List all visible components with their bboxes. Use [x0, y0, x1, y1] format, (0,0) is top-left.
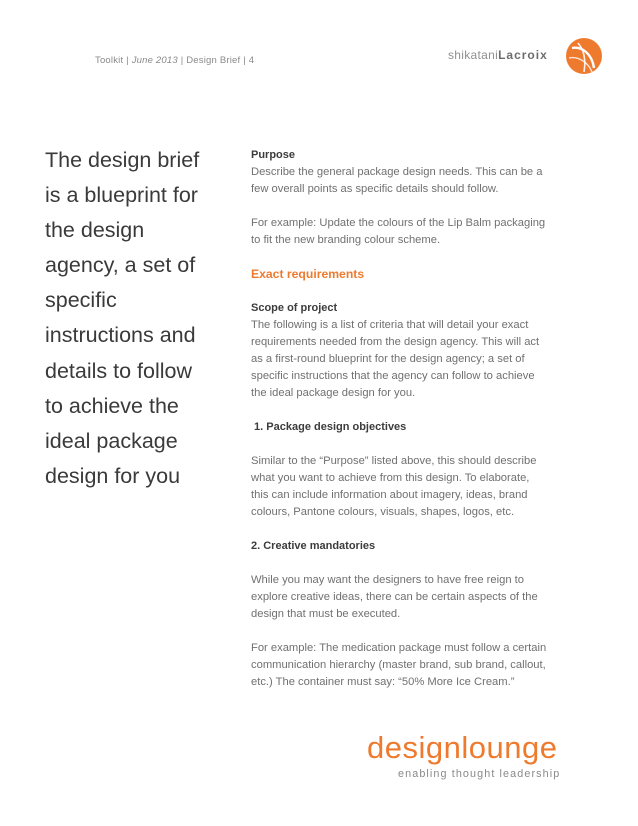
objectives-line: colours, Pantone colours, visuals, shapes, logos, etc. [251, 506, 515, 518]
logo-word-bold: Lacroix [498, 48, 548, 62]
scope-heading: Scope of project [251, 302, 338, 314]
pullquote-line: to achieve the [45, 393, 179, 418]
exact-requirements-heading: Exact requirements [251, 267, 365, 281]
header-toolkit: Toolkit | [95, 55, 132, 66]
scope-line: The following is a list of criteria that will detail your exact [251, 319, 529, 331]
purpose-line: Describe the general package design needs. This can be a [251, 166, 543, 178]
example-line: For example: The medication package must follow a certain [251, 642, 547, 654]
scope-line: requirements needed from the design agency. This will act [251, 336, 540, 348]
page-header [95, 55, 254, 66]
scope-line: as a first-round blueprint for the design agency; a set of [251, 353, 525, 365]
pullquote-line: is a blueprint for [45, 183, 198, 208]
purpose-line: few overall points as specific details should follow. [251, 183, 499, 195]
mandatories-line: explore creative ideas, there can be certain aspects of the [251, 591, 538, 603]
header-date: June 2013 [131, 55, 178, 66]
brand-part-design: design [367, 730, 462, 765]
body-content [251, 147, 601, 691]
company-logo [448, 36, 613, 78]
pullquote-line: the design [45, 218, 145, 243]
objectives-line: what you want to achieve from this design. To elaborate, [251, 472, 530, 484]
objectives-line: Similar to the “Purpose” listed above, this should describe [251, 455, 537, 467]
footer-brand [367, 730, 607, 780]
brand-part-lounge: lounge [461, 730, 558, 765]
orange-circle-leaf-icon [564, 36, 604, 76]
pullquote-line: The design brief [45, 148, 200, 172]
designlounge-logo [367, 730, 607, 766]
pullquote-line: instructions and [45, 323, 196, 348]
header-section: | Design Brief | 4 [177, 55, 255, 66]
pullquote-line: agency, a set of [45, 253, 196, 278]
mandatories-line: design that must be executed. [251, 608, 401, 620]
brand-tagline: enabling thought leadership [398, 768, 561, 780]
mandatories-heading: 2. Creative mandatories [251, 540, 376, 552]
scope-line: specific instructions that the agency can follow to achieve [251, 370, 535, 382]
example-line: etc.) The container must say: “50% More Ice Cream.” [251, 676, 515, 688]
logo-wordmark [448, 48, 548, 62]
scope-line: the ideal package design for you. [251, 387, 416, 399]
pullquote-line: design for you [45, 463, 181, 488]
logo-word-plain: shikatani [448, 48, 499, 62]
objectives-line: this can include information about imagery, ideas, brand [251, 489, 528, 501]
example-line: to fit the new branding colour scheme. [251, 234, 441, 246]
pullquote-line: ideal package [45, 428, 178, 453]
pull-quote [45, 143, 245, 494]
purpose-heading: Purpose [251, 149, 296, 161]
mandatories-line: While you may want the designers to have free reign to [251, 574, 524, 586]
example-line: For example: Update the colours of the Lip Balm packaging [251, 217, 546, 229]
objectives-heading: 1. Package design objectives [251, 421, 407, 433]
pullquote-line: details to follow [45, 358, 192, 383]
example-line: communication hierarchy (master brand, sub brand, callout, [251, 659, 546, 671]
pullquote-line: specific [45, 288, 117, 313]
